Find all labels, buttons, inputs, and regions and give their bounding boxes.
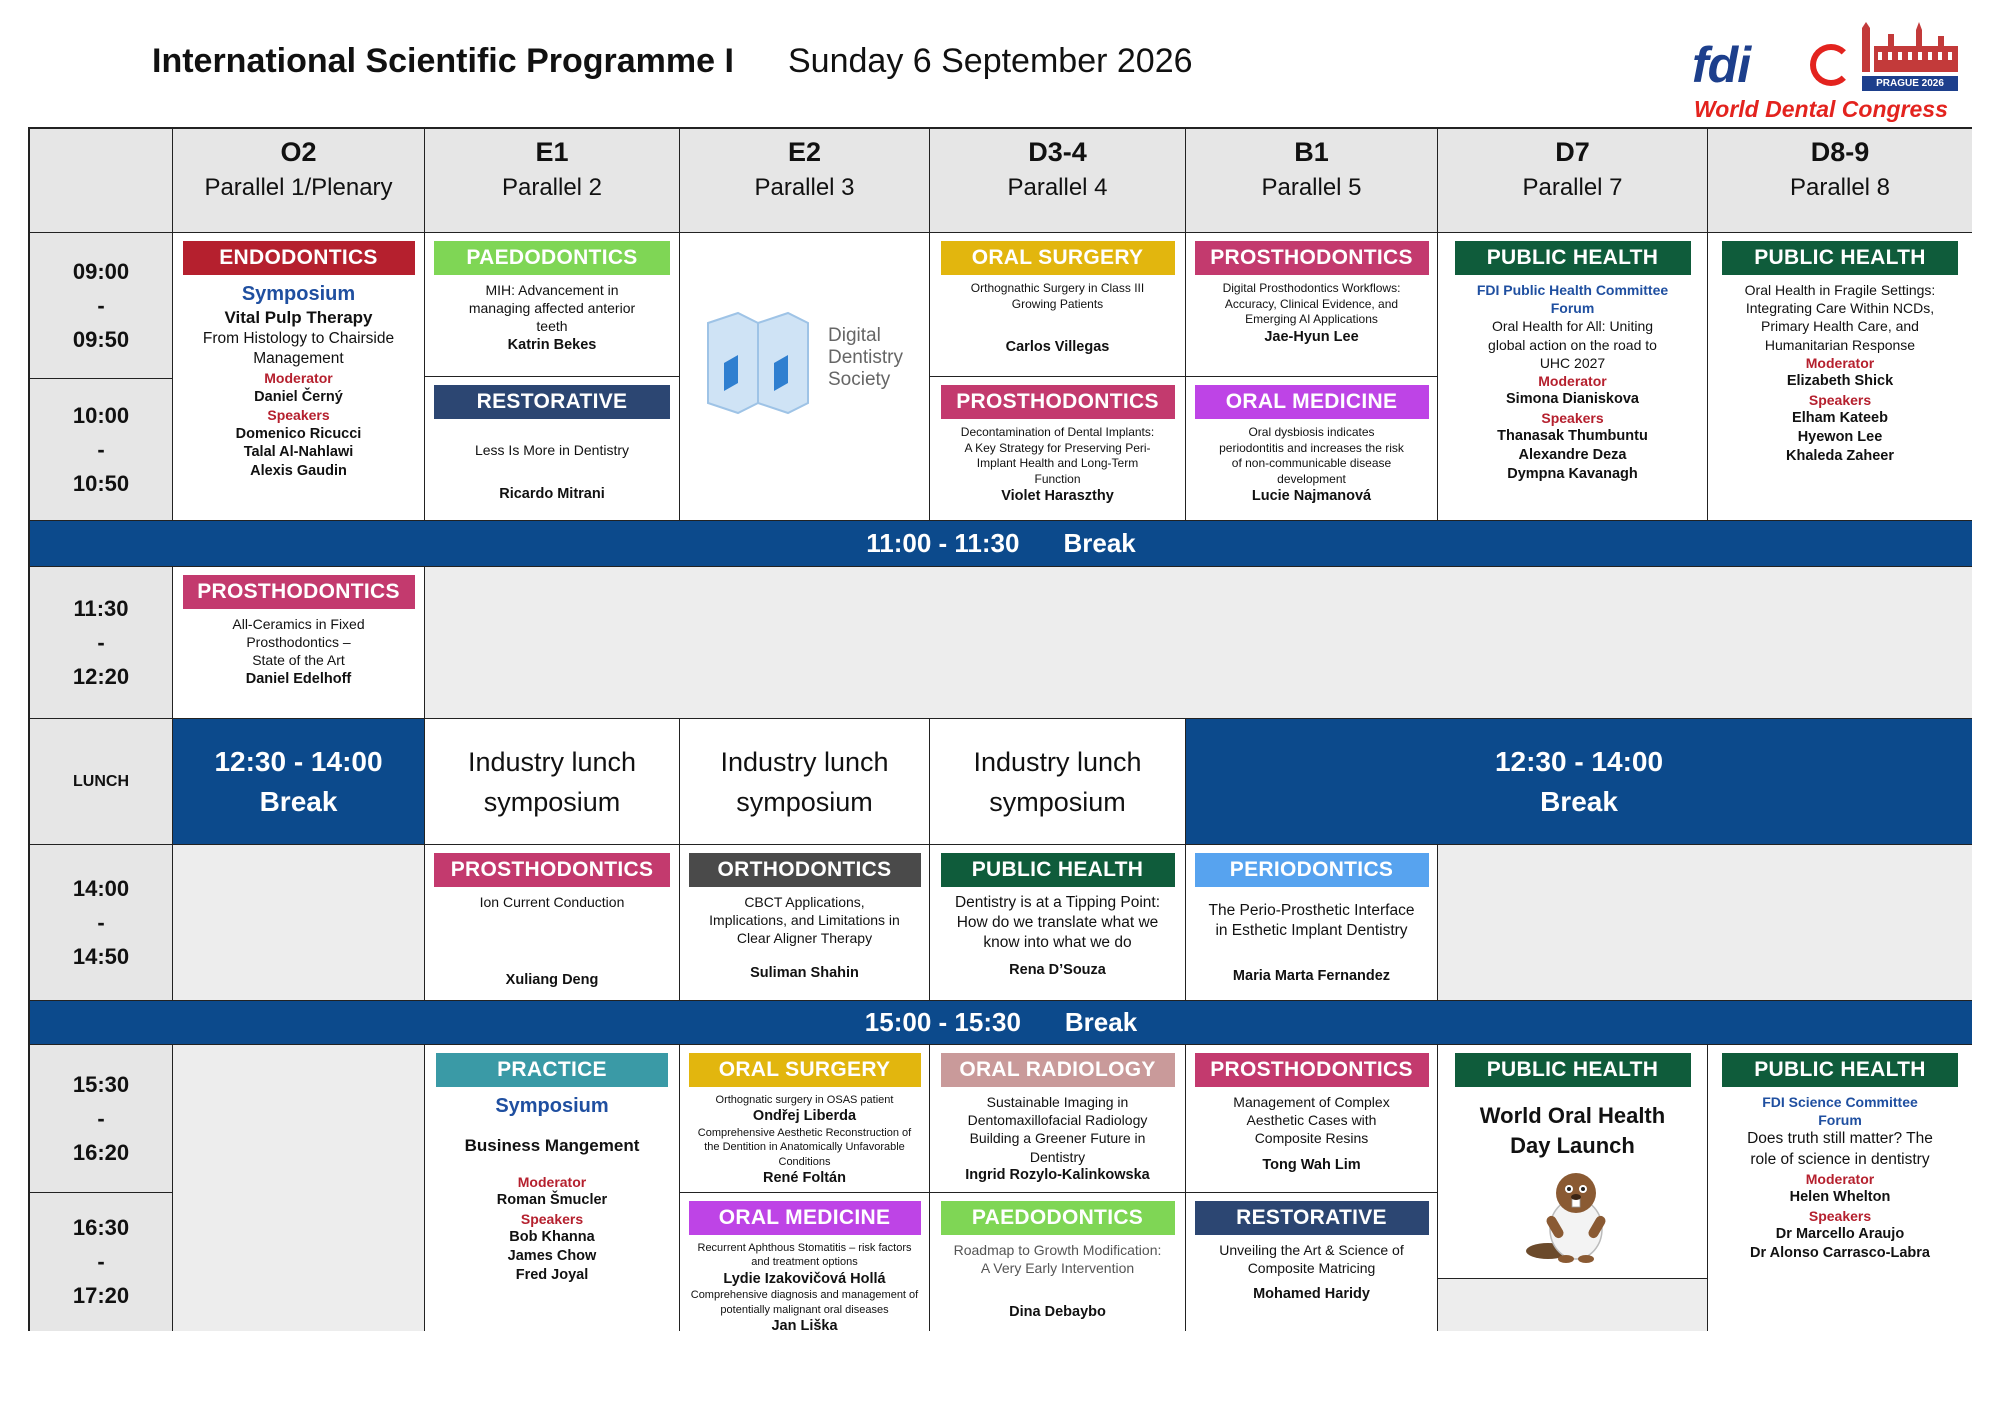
fdi-logo-icon	[1692, 22, 1962, 122]
logo-congress-text: World Dental Congress	[1694, 96, 1948, 122]
lunch-break-box-right: 12:30 - 14:00 Break	[1186, 719, 1972, 845]
session-prosthodontics-ion-current[interactable]: PROSTHODONTICS Ion Current Conduction Xuliang Deng	[425, 845, 680, 1001]
prague-castle-icon	[1854, 22, 1962, 78]
category-tag: ORAL SURGERY	[941, 241, 1175, 275]
logo-fdi-text: fdi	[1692, 37, 1751, 93]
time-slot-lunch: LUNCH	[30, 719, 173, 845]
digital-dentistry-society-cell	[680, 233, 930, 521]
category-tag: ENDODONTICS	[183, 241, 415, 275]
time-slot-1130: 11:30 - 12:20	[30, 567, 173, 719]
room-name: Parallel 3	[754, 174, 855, 201]
speaker-name: Suliman Shahin	[750, 964, 859, 981]
industry-lunch-symposium[interactable]: Industry lunch symposium	[425, 719, 680, 845]
session-public-health-fragile-settings[interactable]: PUBLIC HEALTH Oral Health in Fragile Settings: Integrating Care Within NCDs, Primary Health Care, and Humanitarian Response Moderator Elizabeth Shick Speakers Elham Kateeb Hyewon Lee Khaleda Zaheer	[1708, 233, 1972, 521]
industry-lunch-symposium[interactable]: Industry lunch symposium	[930, 719, 1186, 845]
session-endodontics-symposium[interactable]: ENDODONTICS Symposium Vital Pulp Therapy From Histology to Chairside Management Moderator Daniel Černý Speakers Domenico Ricucci Talal Al-Nahlawi Alexis Gaudin	[173, 233, 425, 521]
digital-dentistry-society-logo-icon	[698, 303, 818, 423]
session-practice-symposium[interactable]: PRACTICE Symposium Business Mangement Moderator Roman Šmucler Speakers Bob Khanna James Chow Fred Joyal	[425, 1045, 680, 1331]
session-prosthodontics-digital[interactable]: PROSTHODONTICS Digital Prosthodontics Workflows: Accuracy, Clinical Evidence, and Emerging AI Applications Jae-Hyun Lee	[1186, 233, 1438, 377]
time-slot-0900: 09:00 - 09:50	[30, 233, 173, 379]
beaver-mascot-icon	[1518, 1165, 1628, 1265]
time-slot-1400: 14:00 - 14:50	[30, 845, 173, 1001]
session-periodontics-perio-prosthetic[interactable]: PERIODONTICS The Perio-Prosthetic Interface in Esthetic Implant Dentistry Maria Marta Fernandez	[1186, 845, 1438, 1001]
speaker-name: Dympna Kavanagh	[1507, 465, 1638, 482]
category-tag: PROSTHODONTICS	[434, 853, 670, 887]
speaker-name: Bob Khanna	[509, 1229, 595, 1246]
session-type: Symposium	[495, 1095, 609, 1117]
category-tag: ORAL SURGERY	[689, 1053, 921, 1087]
session-orthodontics-cbct[interactable]: ORTHODONTICS CBCT Applications, Implications, and Limitations in Clear Aligner Therapy Suliman Shahin	[680, 845, 930, 1001]
speaker-name: Talal Al-Nahlawi	[243, 444, 354, 461]
break-bar-morning: 11:00 - 11:30 Break	[30, 521, 1972, 567]
room-header-e2	[680, 129, 930, 233]
speaker-name: Rena D’Souza	[1009, 962, 1106, 979]
moderator-name: Helen Whelton	[1789, 1188, 1891, 1205]
speaker-name: Thanasak Thumbuntu	[1497, 428, 1648, 445]
room-name: Parallel 2	[501, 174, 603, 201]
session-prosthodontics-implants[interactable]: PROSTHODONTICS Decontamination of Dental Implants: A Key Strategy for Preserving Peri- Implant Health and Long-Term Function Violet Haraszthy	[930, 377, 1186, 521]
lunch-break-box-left: 12:30 - 14:00 Break	[173, 719, 425, 845]
room-code: E1	[535, 137, 569, 167]
dds-line: Society	[828, 369, 891, 390]
category-tag: RESTORATIVE	[434, 385, 670, 419]
speaker-name: James Chow	[507, 1248, 597, 1265]
speaker-name: Hyewon Lee	[1797, 428, 1883, 445]
category-tag: PUBLIC HEALTH	[1455, 241, 1691, 275]
session-type: Symposium	[241, 283, 356, 305]
header-corner-cell	[30, 129, 173, 233]
session-paedodontics-mih[interactable]: PAEDODONTICS MIH: Advancement in managing affected anterior teeth Katrin Bekes	[425, 233, 680, 377]
empty-slot	[173, 845, 425, 1001]
category-tag: PROSTHODONTICS	[941, 385, 1175, 419]
empty-slot	[173, 1045, 425, 1331]
speaker-name: Violet Haraszthy	[1001, 488, 1114, 505]
empty-slot	[1438, 845, 1972, 1001]
category-tag: PUBLIC HEALTH	[1722, 1053, 1958, 1087]
speaker-name: Domenico Ricucci	[235, 425, 362, 442]
room-name: Parallel 5	[1261, 174, 1362, 201]
category-tag: ORAL RADIOLOGY	[941, 1053, 1175, 1087]
category-tag: ORTHODONTICS	[689, 853, 921, 887]
session-title: Day Launch	[1510, 1133, 1635, 1158]
session-oral-surgery-osas[interactable]: ORAL SURGERY Orthognatic surgery in OSAS patient Ondřej Liberda Comprehensive Aesthetic Reconstruction of the Dentition in Anatomically Unfavorable Conditions René Foltán	[680, 1045, 930, 1193]
empty-slot	[425, 567, 1972, 719]
category-tag: PROSTHODONTICS	[1195, 1053, 1429, 1087]
speaker-name: Katrin Bekes	[507, 336, 597, 353]
empty-slot	[1438, 1279, 1708, 1331]
speaker-name: Dina Debaybo	[1009, 1304, 1106, 1321]
logo-ring-icon	[1810, 44, 1852, 86]
room-header-o2	[173, 129, 425, 233]
speaker-name: Xuliang Deng	[505, 972, 599, 989]
category-tag: PAEDODONTICS	[941, 1201, 1175, 1235]
session-public-health-tipping-point[interactable]: PUBLIC HEALTH Dentistry is at a Tipping Point: How do we translate what we know into what we do Rena D’Souza	[930, 845, 1186, 1001]
session-world-oral-health-day[interactable]	[1438, 1045, 1708, 1279]
dds-line: Digital	[828, 325, 881, 346]
time-slot-1000: 10:00 - 10:50	[30, 379, 173, 521]
room-name: Parallel 1/Plenary	[204, 174, 393, 201]
speaker-name: Alexis Gaudin	[250, 463, 347, 480]
schedule-grid	[28, 127, 1972, 1331]
speaker-name: Alexandre Deza	[1518, 447, 1627, 463]
moderator-name: Roman Šmucler	[496, 1192, 608, 1209]
time-slot-1530: 15:30 - 16:20	[30, 1045, 173, 1193]
session-public-health-science-forum[interactable]: PUBLIC HEALTH FDI Science Committee Forum Does truth still matter? The role of science in dentistry Moderator Helen Whelton Speakers Dr Marcello Araujo Dr Alonso Carrasco-Labra	[1708, 1045, 1972, 1331]
session-title: Vital Pulp Therapy	[224, 308, 373, 327]
room-header-d7	[1438, 129, 1708, 233]
speaker-name: Tong Wah Lim	[1262, 1156, 1361, 1173]
session-oral-radiology-sustainable[interactable]: ORAL RADIOLOGY Sustainable Imaging in Dentomaxillofacial Radiology Building a Greener Future in Dentistry Ingrid Rozylo-Kalinkowska	[930, 1045, 1186, 1193]
moderator-name: Daniel Černý	[254, 388, 343, 405]
session-public-health-forum[interactable]: PUBLIC HEALTH FDI Public Health Committee Forum Oral Health for All: Uniting global action on the road to UHC 2027 Moderator Simona Dianiskova Speakers Thanasak Thumbuntu Alexandre Deza Dympna Kavanagh	[1438, 233, 1708, 521]
session-oral-surgery-orthognathic[interactable]: ORAL SURGERY Orthognathic Surgery in Class III Growing Patients Carlos Villegas	[930, 233, 1186, 377]
category-tag: PUBLIC HEALTH	[941, 853, 1175, 887]
speaker-name: Ingrid Rozylo-Kalinkowska	[965, 1166, 1150, 1183]
moderator-name: Simona Dianiskova	[1506, 391, 1639, 408]
category-tag: PRACTICE	[436, 1053, 668, 1087]
room-name: Parallel 7	[1522, 174, 1623, 201]
session-paedodontics-roadmap[interactable]: PAEDODONTICS Roadmap to Growth Modification: A Very Early Intervention Dina Debaybo	[930, 1193, 1186, 1331]
session-title: Business Mangement	[464, 1136, 640, 1155]
speaker-name: Elham Kateeb	[1792, 409, 1888, 426]
category-tag: PAEDODONTICS	[434, 241, 670, 275]
speaker-name: Dr Alonso Carrasco-Labra	[1750, 1244, 1930, 1261]
speaker-name: Fred Joyal	[515, 1267, 589, 1283]
speaker-name: Ricardo Mitrani	[499, 486, 605, 503]
page-title: International Scientific Programme I	[152, 42, 734, 80]
session-restorative-less-is-more[interactable]: RESTORATIVE Less Is More in Dentistry Ricardo Mitrani	[425, 377, 680, 521]
speaker-name: Lydie Izakovičová Hollá	[723, 1270, 886, 1287]
speaker-name: Lucie Najmanová	[1251, 488, 1372, 505]
speaker-name: Mohamed Haridy	[1253, 1286, 1370, 1303]
industry-lunch-symposium[interactable]: Industry lunch symposium	[680, 719, 930, 845]
room-name: Parallel 4	[1007, 174, 1108, 201]
dds-line: Dentistry	[828, 347, 903, 368]
room-header-b1	[1186, 129, 1438, 233]
break-bar-afternoon: 15:00 - 15:30 Break	[30, 1001, 1972, 1045]
page-date: Sunday 6 September 2026	[788, 42, 1193, 80]
speaker-name: Jan Liška	[771, 1318, 838, 1331]
speaker-name: Daniel Edelhoff	[245, 670, 352, 687]
room-code: D3-4	[1028, 137, 1087, 167]
session-prosthodontics-all-ceramics[interactable]: PROSTHODONTICS All-Ceramics in Fixed Prosthodontics – State of the Art Daniel Edelhoff	[173, 567, 425, 719]
category-tag: ORAL MEDICINE	[1195, 385, 1429, 419]
session-prosthodontics-composite-resins[interactable]: PROSTHODONTICS Management of Complex Aesthetic Cases with Composite Resins Tong Wah Lim	[1186, 1045, 1438, 1193]
time-slot-1630: 16:30 - 17:20	[30, 1193, 173, 1331]
moderator-name: Elizabeth Shick	[1786, 372, 1894, 389]
room-header-d8-9	[1708, 129, 1972, 233]
category-tag: PERIODONTICS	[1195, 853, 1429, 887]
speaker-name: Dr Marcello Araujo	[1775, 1225, 1905, 1242]
category-tag: PUBLIC HEALTH	[1722, 241, 1958, 275]
room-name: Parallel 8	[1789, 174, 1891, 201]
speaker-name: Jae-Hyun Lee	[1264, 328, 1359, 345]
room-code: E2	[787, 137, 822, 167]
category-tag: PROSTHODONTICS	[1195, 241, 1429, 275]
room-header-d3-4	[930, 129, 1186, 233]
room-code: D8-9	[1810, 137, 1870, 167]
category-tag: ORAL MEDICINE	[689, 1201, 921, 1235]
session-oral-medicine-dysbiosis[interactable]: ORAL MEDICINE Oral dysbiosis indicates periodontitis and increases the risk of non-communicable disease development Lucie Najmanová	[1186, 377, 1438, 521]
session-oral-medicine-aphthous[interactable]: ORAL MEDICINE Recurrent Aphthous Stomatitis – risk factors and treatment options Lydie Izakovičová Hollá Comprehensive diagnosis and management of potentially malignant oral diseases Jan Liška	[680, 1193, 930, 1331]
speaker-name: Carlos Villegas	[1005, 339, 1110, 356]
category-tag: PROSTHODONTICS	[183, 575, 415, 609]
category-tag: PUBLIC HEALTH	[1455, 1053, 1691, 1087]
room-code: O2	[280, 137, 317, 167]
speaker-name: Ondřej Liberda	[752, 1108, 857, 1125]
room-code: B1	[1294, 137, 1329, 167]
category-tag: RESTORATIVE	[1195, 1201, 1429, 1235]
session-restorative-matricing[interactable]: RESTORATIVE Unveiling the Art & Science of Composite Matricing Mohamed Haridy	[1186, 1193, 1438, 1331]
speaker-name: René Foltán	[763, 1170, 846, 1187]
session-title: World Oral Health	[1479, 1103, 1666, 1128]
room-header-e1	[425, 129, 680, 233]
speaker-name: Khaleda Zaheer	[1786, 447, 1894, 464]
logo-prague-badge: PRAGUE 2026	[1862, 76, 1958, 91]
speaker-name: Maria Marta Fernandez	[1232, 968, 1391, 985]
room-code: D7	[1555, 137, 1590, 167]
